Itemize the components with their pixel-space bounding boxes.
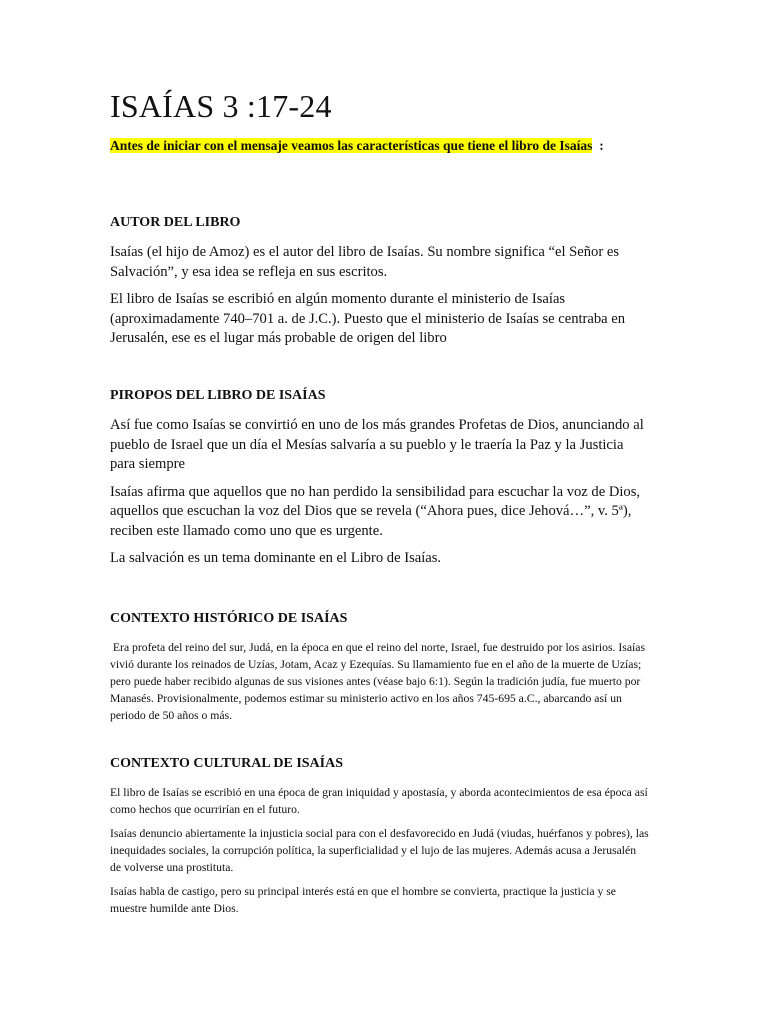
paragraph: Isaías afirma que aquellos que no han perdido la sensibilidad para escuchar la voz de Dios, aquellos que escuchan la voz del Dios que se revela (“Ahora pues, dice Jehová…”, v. 5ª), reciben este llamado como uno que es urgente. [110,483,641,539]
section-heading: PIROPOS DEL LIBRO DE ISAÍAS [110,388,326,403]
intro-tail: : [592,138,604,153]
intro-line [110,136,630,155]
section-autor [110,214,650,357]
section-contexto-cultural [110,755,650,924]
section-heading: CONTEXTO CULTURAL DE ISAÍAS [110,756,344,771]
section-contexto-historico [110,610,650,731]
paragraph: Isaías denuncio abiertamente la injusticia social para con el desfavorecido en Judá (viudas, huérfanos y pobres), las inequidades sociales, la corrupción política, la superficialidad y el lujo de las mujeres. Además acusa a Jerusalén de volverse una prostituta. [110,827,649,874]
intro-highlight: Antes de iniciar con el mensaje veamos las características que tiene el libro de Isaías [110,138,593,153]
paragraph: Isaías (el hijo de Amoz) es el autor del libro de Isaías. Su nombre significa “el Señor es Salvación”, y esa idea se refleja en sus escritos. [110,244,620,280]
paragraph: El libro de Isaías se escribió en una época de gran iniquidad y apostasía, y aborda acontecimientos de esa época así como hechos que ocurrirían en el futuro. [110,786,648,816]
paragraph: Era profeta del reino del sur, Judá, en la época en que el reino del norte, Israel, fue destruido por los asirios. Isaías vivió durante los reinados de Uzías, Jotam, Acaz y Ezequías. Su llamamiento fue en el año de la muerte de Uzías; pero puede haber recibido algunas de sus visiones antes (véase bajo 6:1). Según la tradición judía, fue muerto por Manasés. Provisionalmente, podemos estimar su ministerio activo en los años 745-695 a.C., abarcando así un periodo de 50 años o más. [110,641,648,722]
section-piropos [110,387,650,577]
paragraph: El libro de Isaías se escribió en algún momento durante el ministerio de Isaías (aproximadamente 740–701 a. de J.C.). Puesto que el ministerio de Isaías se centraba en Jerusalén, ese es el lugar más probable de origen del libro [110,291,626,346]
document-title: ISAÍAS 3 :17-24 [110,88,332,124]
paragraph: La salvación es un tema dominante en el Libro de Isaías. [110,550,442,566]
section-heading: CONTEXTO HISTÓRICO DE ISAÍAS [110,611,348,626]
paragraph: Así fue como Isaías se convirtió en uno de los más grandes Profetas de Dios, anunciando al pueblo de Israel que un día el Mesías salvaría a su pueblo y le traería la Paz y la Justicia para siempre [110,417,644,472]
section-heading: AUTOR DEL LIBRO [110,215,241,230]
paragraph: Isaías habla de castigo, pero su principal interés está en que el hombre se convierta, practique la justicia y se muestre humilde ante Dios. [110,885,616,915]
